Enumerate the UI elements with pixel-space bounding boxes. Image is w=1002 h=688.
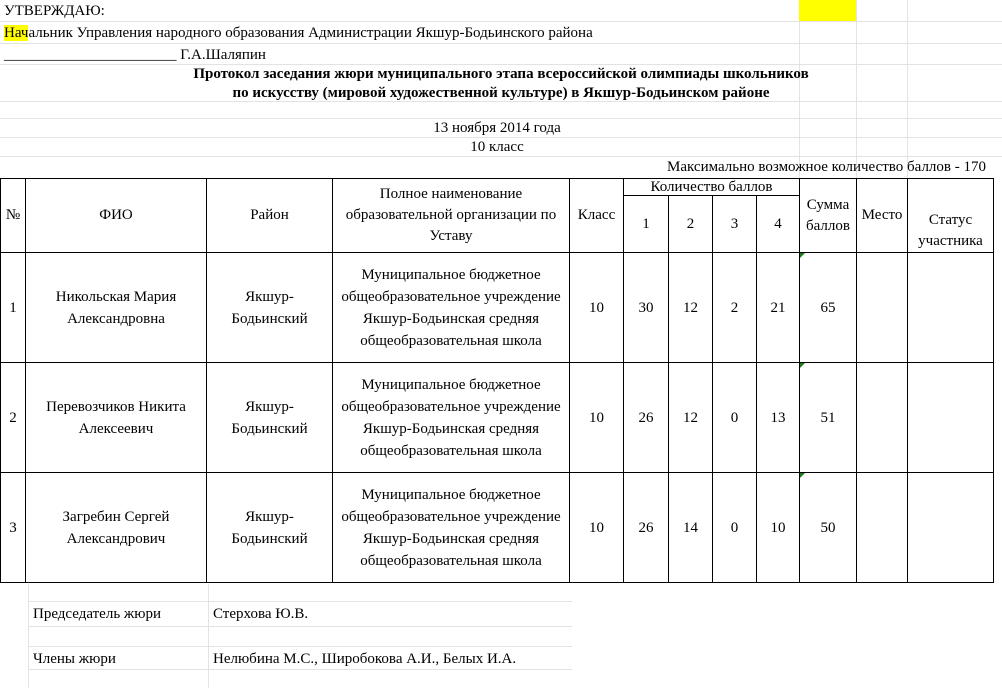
- row-score-1: 30: [624, 253, 669, 363]
- row-org: Муниципальное бюджетное общеобразовательное учреждение Якшур-Бодьинская средняя общеобразовательная школа: [333, 363, 570, 473]
- signature-line: _______________________: [4, 47, 177, 63]
- jury-members-names: Нелюбина М.С., Широбокова А.И., Белых И.А.: [213, 651, 517, 667]
- row-sum: 50: [800, 473, 857, 583]
- row-status: [908, 253, 994, 363]
- signature-row: [4, 45, 266, 65]
- header-status: Статус участника: [908, 179, 994, 253]
- row-score-2: 12: [669, 363, 713, 473]
- row-place: [857, 363, 908, 473]
- row-class: 10: [570, 473, 624, 583]
- approve-label: УТВЕРЖДАЮ:: [4, 3, 105, 19]
- row-num: 2: [1, 363, 26, 473]
- gridline: [0, 43, 1002, 44]
- header-scores: Количество баллов: [624, 179, 800, 196]
- row-score-3: 0: [713, 363, 757, 473]
- highlighted-text: Нач: [4, 25, 29, 41]
- max-score: Максимально возможное количество баллов - 170: [667, 159, 986, 175]
- row-fio: Загребин Сергей Александрович: [26, 473, 207, 583]
- signature-name: Г.А.Шаляпин: [180, 47, 266, 63]
- jury-members-label: Члены жюри: [33, 651, 116, 667]
- header-score-2: 2: [669, 196, 713, 253]
- jury-chair-name: Стерхова Ю.В.: [213, 606, 309, 622]
- gridline: [28, 646, 572, 647]
- row-status: [908, 473, 994, 583]
- header-fio: ФИО: [26, 179, 207, 253]
- row-score-1: 26: [624, 363, 669, 473]
- row-org: Муниципальное бюджетное общеобразовательное учреждение Якшур-Бодьинская средняя общеобразовательная школа: [333, 253, 570, 363]
- header-score-3: 3: [713, 196, 757, 253]
- results-table: [0, 178, 994, 583]
- table-row: [1, 253, 994, 363]
- row-district: Якшур-Бодьинский: [207, 253, 333, 363]
- gridline: [0, 21, 1002, 22]
- row-score-2: 12: [669, 253, 713, 363]
- header-district: Район: [207, 179, 333, 253]
- row-score-2: 14: [669, 473, 713, 583]
- row-place: [857, 473, 908, 583]
- olympiad-date: 13 ноября 2014 года: [433, 120, 561, 136]
- olympiad-grade: 10 класс: [470, 139, 524, 155]
- row-class: 10: [570, 363, 624, 473]
- row-class: 10: [570, 253, 624, 363]
- jury-chair-label: Председатель жюри: [33, 606, 162, 622]
- gridline: [28, 669, 572, 670]
- header-score-1: 1: [624, 196, 669, 253]
- table-row: [1, 363, 994, 473]
- header-sum: Сумма баллов: [800, 179, 857, 253]
- approver-position: [4, 23, 593, 43]
- row-district: Якшур-Бодьинский: [207, 473, 333, 583]
- header-score-4: 4: [757, 196, 800, 253]
- row-place: [857, 253, 908, 363]
- title-line-1: Протокол заседания жюри муниципального этапа всероссийской олимпиады школьников: [193, 66, 809, 82]
- row-num: 3: [1, 473, 26, 583]
- row-fio: Никольская Мария Александровна: [26, 253, 207, 363]
- row-score-4: 21: [757, 253, 800, 363]
- table-row: [1, 473, 994, 583]
- row-score-3: 0: [713, 473, 757, 583]
- header-org: Полное наименование образовательной организации по Уставу: [333, 179, 570, 253]
- row-sum: 65: [800, 253, 857, 363]
- row-org: Муниципальное бюджетное общеобразовательное учреждение Якшур-Бодьинская средняя общеобразовательная школа: [333, 473, 570, 583]
- row-fio: Перевозчиков Никита Алексеевич: [26, 363, 207, 473]
- row-score-1: 26: [624, 473, 669, 583]
- row-num: 1: [1, 253, 26, 363]
- row-district: Якшур-Бодьинский: [207, 363, 333, 473]
- gridline: [28, 584, 29, 688]
- row-score-4: 13: [757, 363, 800, 473]
- header-class: Класс: [570, 179, 624, 253]
- position-text: альник Управления народного образования Администрации Якшур-Бодьинского района: [28, 25, 593, 41]
- header-num: №: [1, 179, 26, 253]
- row-sum: 51: [800, 363, 857, 473]
- highlighted-cell[interactable]: [799, 0, 856, 21]
- header-place: Место: [857, 179, 908, 253]
- title-line-2: по искусству (мировой художественной культуре) в Якшур-Бодьинском районе: [232, 85, 770, 101]
- gridline: [208, 584, 209, 688]
- row-score-4: 10: [757, 473, 800, 583]
- gridline: [28, 626, 572, 627]
- row-score-3: 2: [713, 253, 757, 363]
- row-status: [908, 363, 994, 473]
- gridline: [28, 601, 572, 602]
